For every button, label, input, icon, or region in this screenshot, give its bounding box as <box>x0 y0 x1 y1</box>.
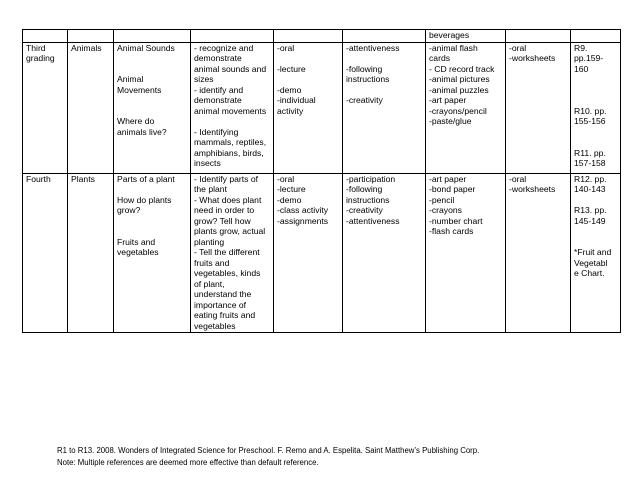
cell-line: R9. <box>574 42 588 53</box>
cell-line: Animals <box>71 42 102 53</box>
cell-line: animals live? <box>117 126 167 137</box>
cell-line: -class activity <box>277 205 329 215</box>
cell-line: -animal flash <box>429 42 478 53</box>
line-gap <box>117 226 187 237</box>
cell-line: Fruits and <box>117 236 156 247</box>
cell-line: -participation <box>346 173 396 184</box>
cell-references <box>571 173 621 333</box>
cell-line: animal sounds and <box>194 63 267 74</box>
cell-line: -attentiveness <box>346 215 400 226</box>
cell-line: need in order to <box>194 205 255 215</box>
cell-objectives <box>191 42 274 173</box>
cell-line: -worksheets <box>509 184 556 194</box>
line-gap <box>574 74 617 85</box>
cell-line: -number chart <box>429 215 483 226</box>
cell-line: -following <box>346 184 383 194</box>
reference-note: Note: Multiple references are deemed more effective than default reference. <box>57 458 319 467</box>
cell-line: -demo <box>277 84 302 95</box>
line-gap <box>574 137 617 148</box>
line-gap <box>117 216 187 227</box>
line-gap <box>117 53 187 64</box>
cell-line: -oral <box>509 42 527 53</box>
cell-values <box>343 173 426 333</box>
cell-line: -paste/glue <box>429 116 472 126</box>
cell-line: sizes <box>194 74 214 84</box>
cell-line: animal movements <box>194 105 267 116</box>
cell-line: mammals, reptiles, <box>194 137 267 147</box>
cell-line: plants grow, actual <box>194 226 266 236</box>
line-gap <box>346 53 422 64</box>
cell-line: of plant, <box>194 278 225 289</box>
cell-line: beverages <box>429 30 470 40</box>
cell-objectives <box>191 173 274 333</box>
cell-line: 140-143 <box>574 184 606 194</box>
cell-line: Parts of a plant <box>117 173 175 184</box>
cell-grading <box>23 173 68 333</box>
cell-line: e Chart. <box>574 268 605 278</box>
line-gap <box>117 106 187 117</box>
cell-line: Animal <box>117 74 144 84</box>
cell-line: -creativity <box>346 205 383 215</box>
line-gap <box>194 116 270 127</box>
cell-line: activity <box>277 105 304 116</box>
cell-line: vegetables <box>194 320 236 331</box>
cell-line: R12. pp. <box>574 173 607 184</box>
line-gap <box>277 74 339 85</box>
cell-line: - recognize and <box>194 42 254 53</box>
line-gap <box>574 127 617 138</box>
cell-line: instructions <box>346 74 390 84</box>
cell-line: - What does plant <box>194 194 262 205</box>
cell-line: - Identifying <box>194 126 239 137</box>
line-gap <box>277 53 339 64</box>
cell-line: grow? Tell how <box>194 215 251 226</box>
cell-line: - Tell the different <box>194 247 260 257</box>
cell-line: cards <box>429 53 451 63</box>
cell-line: amphibians, birds, <box>194 147 264 158</box>
cell-subject <box>68 30 114 43</box>
cell-references <box>571 30 621 43</box>
cell-line: -art paper <box>429 173 467 184</box>
cell-line: - CD record track <box>429 63 495 74</box>
cell-line: pp.159- <box>574 53 604 63</box>
table-row-third <box>23 42 621 173</box>
cell-line: -oral <box>277 42 295 53</box>
cell-line: -bond paper <box>429 184 476 194</box>
cell-topic <box>114 42 191 173</box>
cell-line: Vegetabl <box>574 257 608 268</box>
cell-line: -art paper <box>429 95 467 105</box>
cell-line: -creativity <box>346 95 383 105</box>
cell-line: -animal puzzles <box>429 84 489 95</box>
cell-line: grading <box>26 53 55 63</box>
cell-line: -following <box>346 63 383 74</box>
cell-grading <box>23 30 68 43</box>
cell-objectives <box>191 30 274 43</box>
cell-strategy <box>274 30 343 43</box>
cell-evaluation <box>506 173 571 333</box>
line-gap <box>574 237 617 248</box>
cell-line: vegetables <box>117 247 159 257</box>
lesson-plan-table <box>22 29 621 333</box>
cell-line: How do plants <box>117 194 172 205</box>
cell-values <box>343 42 426 173</box>
cell-line: -attentiveness <box>346 42 400 53</box>
cell-line: -pencil <box>429 194 455 205</box>
line-gap <box>574 226 617 237</box>
cell-materials <box>426 42 506 173</box>
cell-line: demonstrate <box>194 53 242 63</box>
line-gap <box>574 85 617 96</box>
cell-line: fruits and <box>194 257 230 268</box>
cell-line: R13. pp. <box>574 205 607 215</box>
line-gap <box>574 195 617 206</box>
cell-line: Animal Sounds <box>117 42 175 53</box>
cell-line: vegetables, kinds <box>194 268 261 278</box>
cell-values <box>343 30 426 43</box>
cell-line: -lecture <box>277 63 306 74</box>
cell-topic <box>114 30 191 43</box>
cell-line: Where do <box>117 116 155 126</box>
cell-line: planting <box>194 236 225 247</box>
cell-line: *Fruit and <box>574 247 612 257</box>
cell-line: understand the <box>194 289 252 299</box>
cell-subject <box>68 173 114 333</box>
cell-line: 160 <box>574 63 589 74</box>
cell-line: -individual <box>277 95 316 105</box>
cell-line: eating fruits and <box>194 310 256 320</box>
cell-line: R10. pp. <box>574 105 607 116</box>
cell-line: -lecture <box>277 184 306 194</box>
cell-line: -demo <box>277 194 302 205</box>
cell-line: R11. pp. <box>574 147 606 158</box>
cell-line: -assignments <box>277 215 329 226</box>
cell-line: - Identify parts of <box>194 173 259 184</box>
cell-materials <box>426 30 506 43</box>
cell-strategy <box>274 42 343 173</box>
cell-line: instructions <box>346 194 390 205</box>
cell-strategy <box>274 173 343 333</box>
cell-line: -animal pictures <box>429 74 490 84</box>
cell-references <box>571 42 621 173</box>
cell-materials <box>426 173 506 333</box>
cell-line: 145-149 <box>574 215 606 226</box>
cell-grading <box>23 42 68 173</box>
line-gap <box>117 184 187 195</box>
cell-line: Plants <box>71 173 95 184</box>
cell-line: -crayons/pencil <box>429 105 487 116</box>
line-gap <box>117 64 187 75</box>
line-gap <box>346 85 422 96</box>
table-row-continuation <box>23 30 621 43</box>
cell-line: -oral <box>509 173 527 184</box>
reference-citation: R1 to R13. 2008. Wonders of Integrated Science for Preschool. F. Remo and A. Espelita. Saint Matthew’s Publishing Corp. <box>57 446 480 455</box>
cell-line: importance of <box>194 299 247 310</box>
cell-line: -flash cards <box>429 226 474 236</box>
cell-line: grow? <box>117 205 141 215</box>
cell-line: 157-158 <box>574 158 606 168</box>
cell-evaluation <box>506 30 571 43</box>
cell-line: insects <box>194 158 221 168</box>
cell-line: - identify and <box>194 84 244 95</box>
cell-line: the plant <box>194 184 227 194</box>
cell-line: -worksheets <box>509 53 556 63</box>
cell-line: Fourth <box>26 173 51 184</box>
cell-line: -crayons <box>429 205 462 215</box>
cell-subject <box>68 42 114 173</box>
cell-line: -oral <box>277 173 295 184</box>
line-gap <box>574 95 617 106</box>
cell-line: Third <box>26 42 46 53</box>
reference-notes <box>57 445 479 469</box>
cell-line: demonstrate <box>194 95 242 105</box>
table-row-fourth <box>23 173 621 333</box>
cell-line: 155-156 <box>574 116 606 126</box>
cell-line: Movements <box>117 84 162 95</box>
cell-topic <box>114 173 191 333</box>
cell-evaluation <box>506 42 571 173</box>
line-gap <box>117 95 187 106</box>
